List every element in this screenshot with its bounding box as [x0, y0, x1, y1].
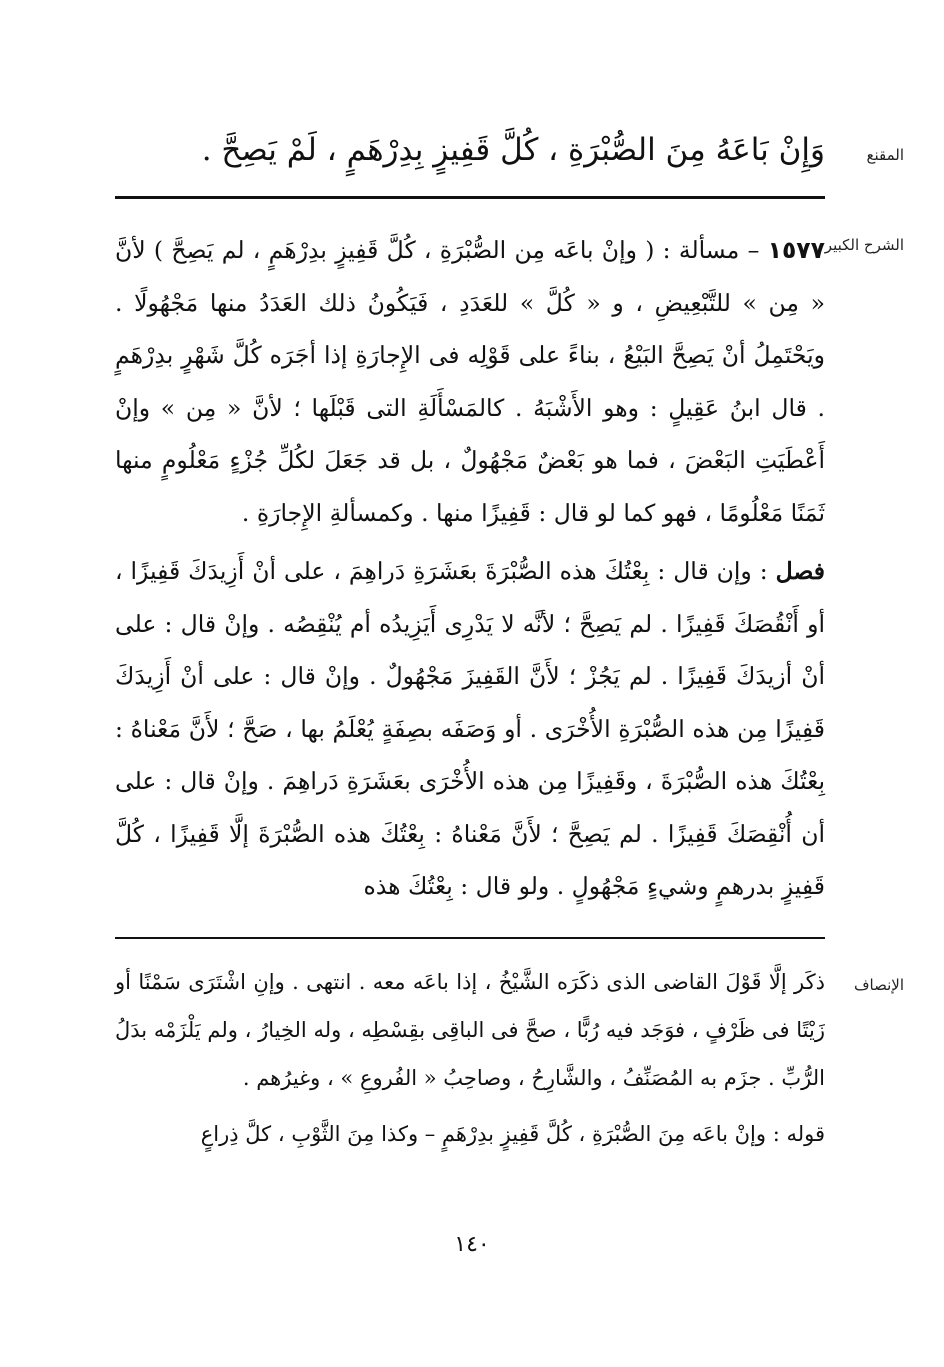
label-sharh: الشرح الكبير	[824, 236, 904, 254]
page-number: ١٤٠	[454, 1232, 490, 1257]
label-insaf: الإنصاف	[853, 976, 904, 994]
insaf-paragraph-1: ذكَر إلَّا قَوْلَ القاضى الذى ذكَرَه الشَّيْخُ ، إذا باعَه معه . انتهى . وإنِ اشْتَرَى سَمْنًا أو زَيْتًا فى ظَرْفٍ ، فوَجَد فيه رُبًّا ، صحَّ فى الباقِى بقِسْطِه ، وله الخِيارُ ، ولم يَلْزَمْه بدَلُ الرُّبِّ . جزَم به المُصَنِّفُ ، والشَّارِحُ ، وصاحِبُ « الفُروعِ » ، وغيرُهم .	[115, 970, 825, 1090]
fasl-heading: فصل	[775, 557, 825, 585]
sharh-paragraph-2	[115, 545, 825, 913]
label-muqni: المقنع	[866, 146, 904, 164]
sharh-section	[115, 224, 825, 913]
top-divider	[115, 196, 825, 199]
issue-number: ١٥٧٧	[767, 236, 825, 264]
bottom-divider	[115, 937, 825, 939]
insaf-section	[115, 958, 825, 1158]
insaf-paragraph-2: قوله : وإنْ باعَه مِنَ الصُّبْرَةِ ، كُلَّ قَفِيزٍ بدِرْهَمٍ – وكذا مِنَ الثَّوْبِ ، كلَّ ذِراعٍ	[200, 1122, 825, 1146]
sharh-paragraph-1	[115, 224, 825, 539]
sharh-paragraph-1-text: – مسألة : ( وإنْ باعَه مِن الصُّبْرَةِ ، كُلَّ قَفِيزٍ بدِرْهَمٍ ، لم يَصِحَّ ) لأنَّ « مِن » للتَّبْعِيضِ ، و « كُلَّ » للعَدَدِ ، فَيَكُونُ ذلك العَدَدُ منها مَجْهُولًا . ويَحْتَمِلُ أنْ يَصِحَّ البَيْعُ ، بناءً على قَوْلِه فى الإِجارَةِ إذا أجَرَه كُلَّ شَهْرٍ بدِرْهَمٍ . قال ابنُ عَقِيلٍ : وهو الأَشْبَهُ . كالمَسْأَلَةِ التى قَبْلَها ؛ لأنَّ « مِن » وإنْ أَعْطَيَتِ البَعْضَ ، فما هو بَعْضٌ مَجْهُولٌ ، بل قد جَعَلَ لكُلِّ جُزْءٍ مَعْلُومٍ منها ثَمَنًا مَعْلُومًا ، فهو كما لو قال : قَفِيزًا منها . وكمسألةِ الإِجارَةِ .	[115, 236, 825, 527]
mutn-text: وَإِنْ بَاعَهُ مِنَ الصُّبْرَةِ ، كُلَّ قَفِيزٍ بِدِرْهَمٍ ، لَمْ يَصِحَّ .	[201, 132, 825, 168]
sharh-paragraph-2-text: : وإن قال : بِعْتُكَ هذه الصُّبْرَةَ بعَشَرَةِ دَراهِمَ ، على أنْ أَزِيدَكَ قَفِيزًا ، أو أَنْقُصَكَ قَفِيزًا . لم يَصِحَّ ؛ لأنَّه لا يَدْرِى أَيَزِيدُه أم يُنْقِصُه . وإنْ قال : على أنْ أزيدَكَ قَفِيزًا . لم يَجُزْ ؛ لأَنَّ القَفِيزَ مَجْهُولٌ . وإنْ قال : على أنْ أَزِيدَكَ قَفِيزًا مِن هذه الصُّبْرَةِ الأُخْرَى . أو وَصَفَه بصِفَةٍ يُعْلَمُ بها ، صَحَّ ؛ لأَنَّ مَعْناهُ : بِعْتُكَ هذه الصُّبْرَةَ ، وقَفِيزًا مِن هذه الأُخْرَى بعَشَرَةِ دَراهِمَ . وإنْ قال : على أن أُنْقِصَكَ قَفِيزًا . لم يَصِحَّ ؛ لأَنَّ مَعْناهُ : بِعْتُكَ هذه الصُّبْرَةَ إلَّا قَفِيزًا ، كُلَّ قَفِيزٍ بدرهمٍ وشيءٍ مَجْهُولٍ . ولو قال : بِعْتُكَ هذه	[115, 557, 825, 900]
